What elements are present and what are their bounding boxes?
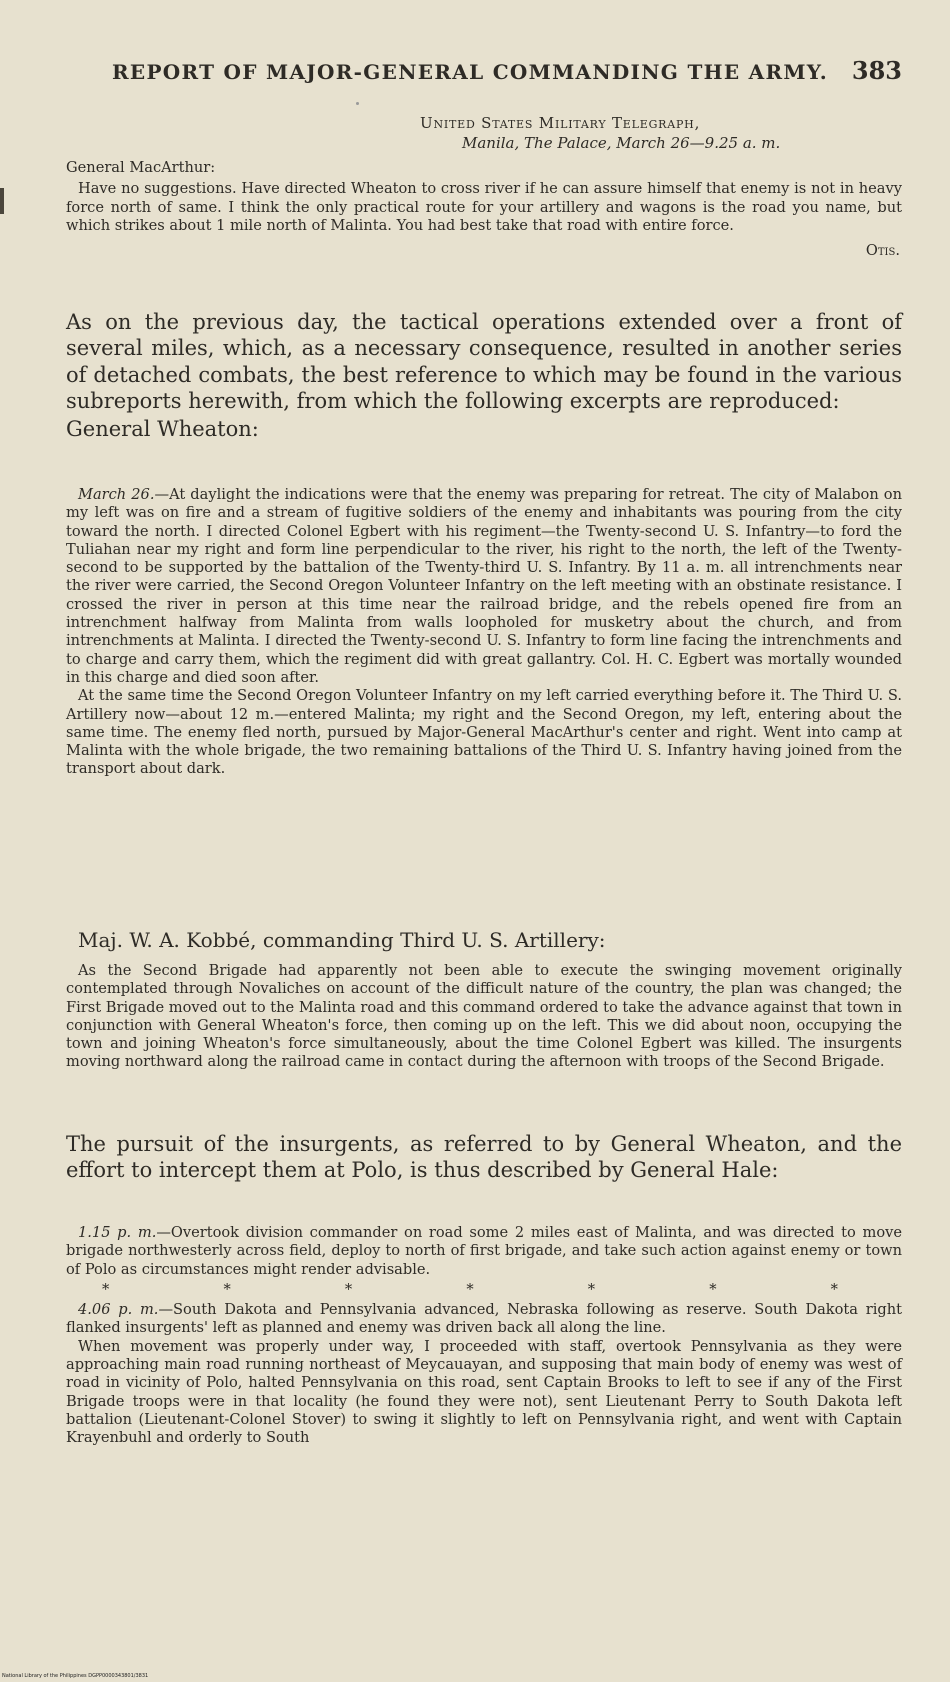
hale-time-2: 4.06 p. m. [78, 1301, 159, 1319]
star: * [830, 1280, 838, 1298]
header-title: REPORT OF MAJOR-GENERAL COMMANDING THE ARMY. [112, 60, 829, 84]
heading-kobbe-text: Maj. W. A. Kobbé, commanding Third U. S. Artillery: [78, 928, 606, 952]
star: * [223, 1280, 231, 1298]
wheaton-date: March 26. [78, 486, 155, 503]
hale-paragraph-3: When movement was properly under way, I proceeded with staff, overtook Pennsylvania as they were approaching main road running northeast of Meycauayan, and supposing that main body of enemy was west of road in vicinity of Polo, halted Pennsylvania on this road, sent Captain Brooks to left to see if any of the First Brigade troops were in that locality (he found they were not), sent Lieutenant Perry to South Dakota left battalion (Lieutenant-Colonel Stover) to swing it slightly to left on Pennsylvania right, and went with Captain Krayenbuhl and orderly to South [66, 1337, 902, 1447]
star: * [344, 1280, 353, 1298]
kobbe-excerpt [66, 962, 902, 1072]
telegram-source: United States Military Telegraph, [420, 114, 701, 132]
heading-kobbe [66, 928, 902, 952]
star: * [709, 1280, 717, 1298]
wheaton-excerpt [66, 486, 902, 779]
wheaton-paragraph-1 [66, 486, 902, 687]
star: * [466, 1280, 474, 1298]
heading-wheaton: General Wheaton: [66, 416, 259, 441]
star: * [102, 1280, 110, 1298]
telegram-place-date: Manila, The Palace, March 26—9.25 a. m. [462, 134, 781, 152]
page-edge-mark [0, 188, 4, 214]
hale-time-1: 1.15 p. m. [78, 1224, 157, 1241]
ellipsis-stars [66, 1281, 902, 1299]
hale-paragraph-1 [66, 1224, 902, 1279]
hale-p1-text: —Overtook division commander on road some 2 miles east of Malinta, and was directed to move brigade northwesterly across field, deploy to north of first brigade, and take such action against enemy or town of Polo as circumstances might render advisable. [66, 1224, 902, 1278]
telegram-heading [420, 113, 890, 153]
running-header [112, 56, 902, 85]
telegram-body [66, 159, 902, 260]
hale-paragraph-2 [66, 1301, 902, 1338]
narrative-text: As on the previous day, the tactical operations extended over a front of several miles, which, as a necessary consequence, resulted in another series of detached combats, the best reference to which may be found in the various subreports herewith, from which the following excerpts are reproduced: [66, 310, 902, 414]
telegram-signature: Otis. [865, 242, 900, 260]
telegram-text: Have no suggestions. Have directed Wheaton to cross river if he can assure himself that enemy is not in heavy force north of same. I think the only practical route for your artillery and wagons is the road you name, but which strikes about 1 mile north of Malinta. You had best take that road with entire force. [66, 180, 902, 234]
wheaton-paragraph-2: At the same time the Second Oregon Volunteer Infantry on my left carried everything before it. The Third U. S. Artillery now—about 12 m.—entered Malinta; my right and the Second Oregon, my left, entering about the same time. The enemy fled north, pursued by Major-General MacArthur's center and right. Went into camp at Malinta with the whole brigade, the two remaining battalions of the Third U. S. Infantry having joined from the transport about dark. [66, 687, 902, 778]
print-speck [356, 102, 359, 105]
narrative-paragraph [66, 309, 902, 442]
telegram-salutation: General MacArthur: [66, 159, 216, 176]
hale-excerpt [66, 1224, 902, 1448]
wheaton-p1-text: —At daylight the indications were that the enemy was preparing for retreat. The city of Malabon on my left was on fire and a stream of fugitive soldiers of the enemy and inhabitants was pouring from the city toward the north. I directed Colonel Egbert with his regiment—the Twenty-second U. S. Infantry—to ford the Tuliahan near my right and form line perpendicular to the river, his right to the north, the left of the Twenty-second to be supported by the battalion of the Twenty-third U. S. Infantry. By 11 a. m. all intrenchments near the river were carried, the Second Oregon Volunteer Infantry on the left meeting with an obstinate resistance. I crossed the river in person at this time near the railroad bridge, and the rebels opened fire from an intrenchment halfway from Malinta from walls loopholed for musketry about the church, and from intrenchments at Malinta. I directed the Twenty-second U. S. Infantry to form line facing the intrenchments and to charge and carry them, which the regiment did with great gallantry. Col. H. C. Egbert was mortally wounded in this charge and died soon after. [66, 486, 902, 686]
page-number: 383 [851, 56, 902, 85]
pursuit-text: The pursuit of the insurgents, as referred to by General Wheaton, and the effort to intercept them at Polo, is thus described by General Hale: [66, 1132, 902, 1183]
star: * [587, 1280, 596, 1298]
pursuit-paragraph [66, 1131, 902, 1184]
kobbe-text: As the Second Brigade had apparently not been able to execute the swinging movement originally contemplated through Novaliches on account of the difficult nature of the country, the plan was changed; the First Brigade moved out to the Malinta road and this command ordered to take the advance against that town in conjunction with General Wheaton's force, then coming up on the left. This we did about noon, occupying the town and joining Wheaton's force simultaneously, about the time Colonel Egbert was killed. The insurgents moving northward along the railroad came in contact during the afternoon with troops of the Second Brigade. [66, 962, 902, 1071]
hale-p2-text: —South Dakota and Pennsylvania advanced, Nebraska following as reserve. South Dakota right flanked insurgents' left as planned and enemy was driven back all along the line. [66, 1301, 902, 1337]
scan-footer: National Library of the Philippines DGPP0000343801/3831 [2, 1673, 149, 1679]
